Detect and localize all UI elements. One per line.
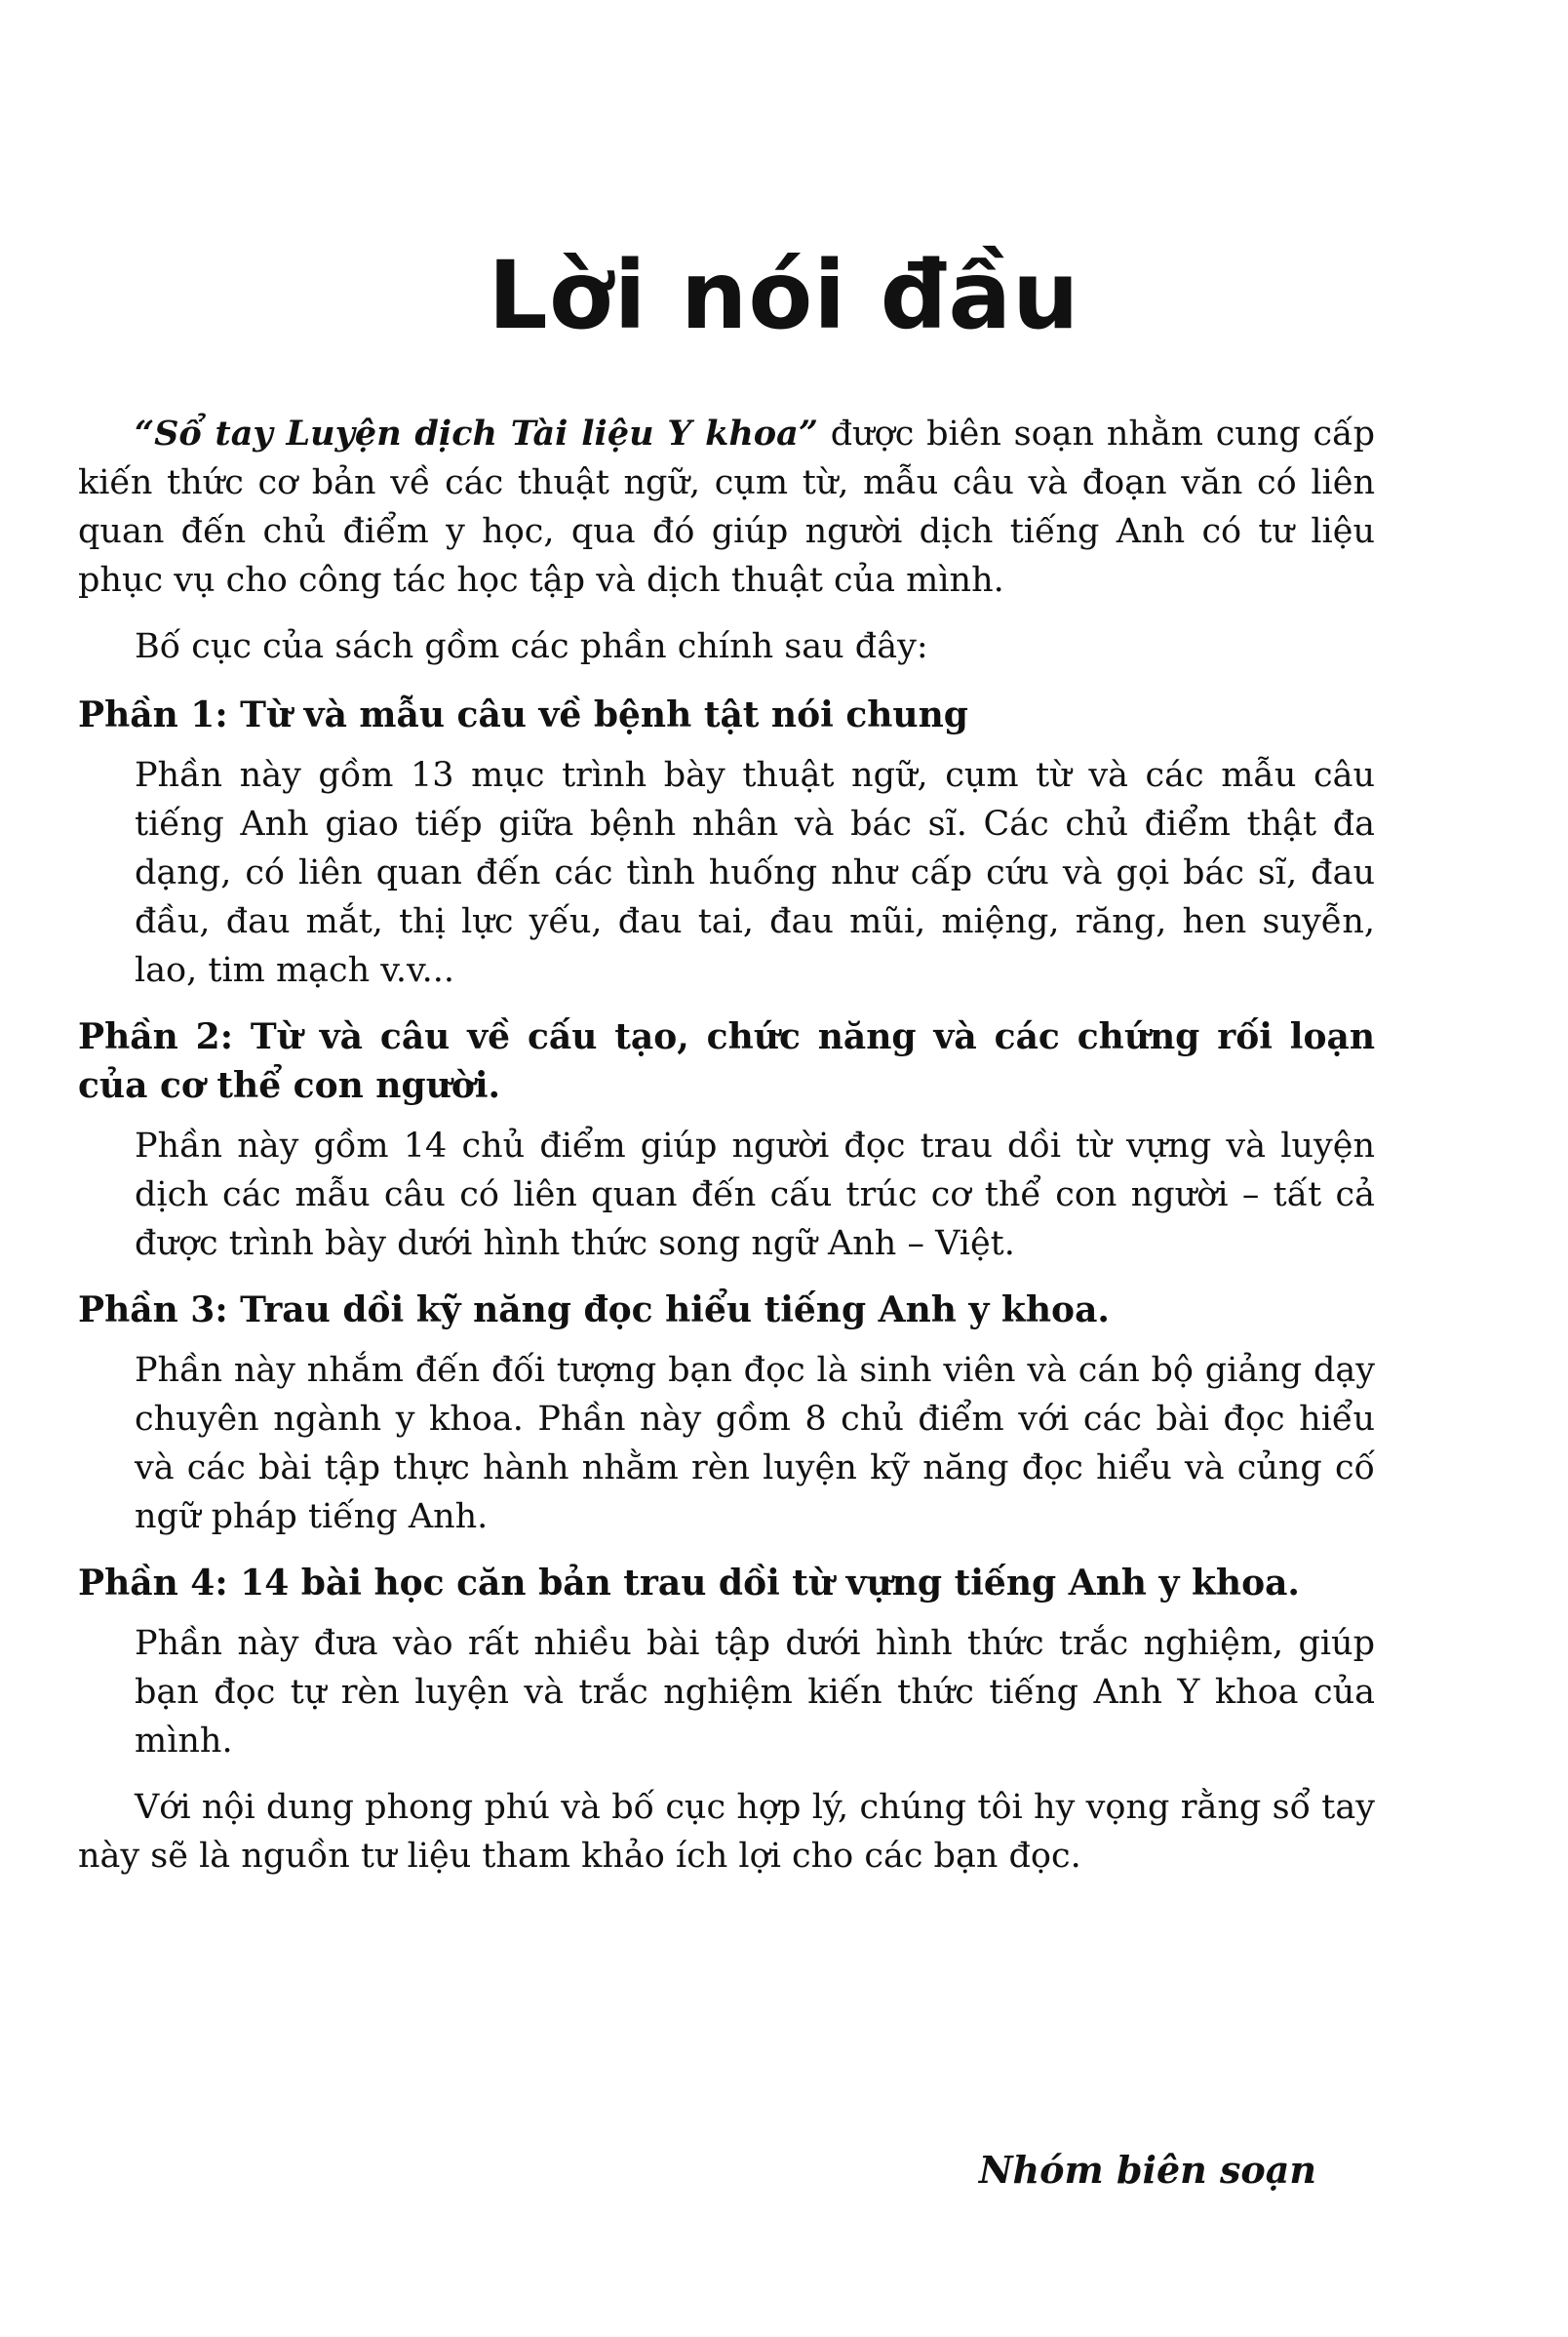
structure-intro: Bố cục của sách gồm các phần chính sau đây: <box>135 627 928 666</box>
section-body: Phần này đưa vào rất nhiều bài tập dưới hình thức trắc nghiệm, giúp bạn đọc tự rèn luyện và trắc nghiệm kiến thức tiếng Anh Y khoa của mình. <box>135 1624 1375 1761</box>
section-4 <box>78 1559 1375 1765</box>
section-heading: Phần 1: Từ và mẫu câu về bệnh tật nói chung <box>78 694 968 735</box>
intro-text: được biên soạn nhằm cung cấp kiến thức cơ bản về các thuật ngữ, cụm từ, mẫu câu và đoạn văn có liên quan đến chủ điểm y học, qua đó giúp người dịch tiếng Anh có tư liệu phục vụ cho công tác học tập và dịch thuật của mình. <box>78 415 1375 600</box>
section-heading: Phần 3: Trau dồi kỹ năng đọc hiểu tiếng Anh y khoa. <box>78 1289 1110 1330</box>
section-1 <box>78 691 1375 995</box>
book-title: “Sổ tay Luyện dịch Tài liệu Y khoa” <box>135 414 818 454</box>
section-heading: Phần 4: 14 bài học căn bản trau dồi từ vựng tiếng Anh y khoa. <box>78 1563 1300 1604</box>
section-body: Phần này gồm 13 mục trình bày thuật ngữ, cụm từ và các mẫu câu tiếng Anh giao tiếp giữa bệnh nhân và bác sĩ. Các chủ điểm thật đa dạng, có liên quan đến các tình huống như cấp cứu và gọi bác sĩ, đau đầu, đau mắt, thị lực yếu, đau tai, đau mũi, miệng, răng, hen suyễn, lao, tim mạch v.v... <box>135 756 1375 990</box>
section-body: Phần này gồm 14 chủ điểm giúp người đọc trau dồi từ vựng và luyện dịch các mẫu câu có liên quan đến cấu trúc cơ thể con người – tất cả được trình bày dưới hình thức song ngữ Anh – Việt. <box>135 1127 1375 1263</box>
section-3 <box>78 1286 1375 1541</box>
signature: Nhóm biên soạn <box>978 2148 1316 2192</box>
section-body: Phần này nhắm đến đối tượng bạn đọc là sinh viên và cán bộ giảng dạy chuyên ngành y khoa. Phần này gồm 8 chủ điểm với các bài đọc hiểu và các bài tập thực hành nhằm rèn luyện kỹ năng đọc hiểu và củng cố ngữ pháp tiếng Anh. <box>135 1351 1375 1536</box>
page-title: Lời nói đầu <box>488 241 1080 350</box>
section-2 <box>78 1012 1375 1268</box>
section-heading: Phần 2: Từ và câu về cấu tạo, chức năng và các chứng rối loạn của cơ thể con người. <box>78 1016 1375 1106</box>
document-body <box>78 410 1375 1900</box>
closing-paragraph: Với nội dung phong phú và bố cục hợp lý, chúng tôi hy vọng rằng sổ tay này sẽ là nguồn tư liệu tham khảo ích lợi cho các bạn đọc. <box>78 1788 1375 1876</box>
intro-paragraph <box>78 410 1375 605</box>
